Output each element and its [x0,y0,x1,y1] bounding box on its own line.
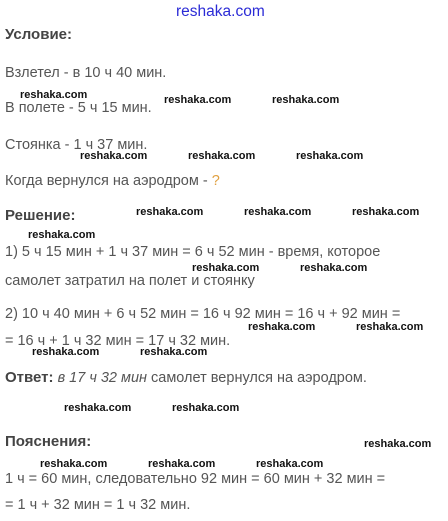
explanation-heading: Пояснения: [5,433,92,450]
watermark: reshaka.com [296,150,364,162]
answer-label: Ответ: [5,369,54,386]
answer-line [5,369,367,387]
watermark: reshaka.com [172,402,240,414]
watermark: reshaka.com [364,438,432,450]
explanation-line-1: 1 ч = 60 мин, следовательно 92 мин = 60 мин + 32 мин = [5,471,386,487]
explanation-line-2: = 1 ч + 32 мин = 1 ч 32 мин. [5,497,191,513]
watermark: reshaka.com [40,458,108,470]
watermark: reshaka.com [188,150,256,162]
watermark: reshaka.com [32,346,100,358]
answer-italic: в 17 ч 32 мин [57,370,147,386]
watermark: reshaka.com [140,346,208,358]
solution-line-2: самолет затратил на полет и стоянку [5,273,255,289]
condition-line-1: Взлетел - в 10 ч 40 мин. [5,65,167,81]
watermark: reshaka.com [80,150,148,162]
watermark: reshaka.com [28,229,96,241]
watermark: reshaka.com [256,458,324,470]
site-title[interactable]: reshaka.com [176,3,265,20]
watermark: reshaka.com [148,458,216,470]
condition-line-4 [5,172,220,190]
condition-heading: Условие: [5,26,73,43]
condition-line-3: Стоянка - 1 ч 37 мин. [5,137,148,153]
question-mark: ? [211,173,220,189]
watermark: reshaka.com [192,262,260,274]
watermark: reshaka.com [300,262,368,274]
watermark: reshaka.com [356,321,424,333]
solution-line-3: 2) 10 ч 40 мин + 6 ч 52 мин = 16 ч 92 мин = 16 ч + 92 мин = [5,306,401,322]
watermark: reshaka.com [352,206,420,218]
solution-line-1: 1) 5 ч 15 мин + 1 ч 37 мин = 6 ч 52 мин - время, которое [5,244,381,260]
watermark: reshaka.com [272,94,340,106]
watermark: reshaka.com [248,321,316,333]
watermark: reshaka.com [244,206,312,218]
watermark: reshaka.com [136,206,204,218]
solution-heading: Решение: [5,207,76,224]
condition-line-4-text: Когда вернулся на аэродром - [5,173,212,189]
watermark: reshaka.com [20,89,88,101]
solution-line-4: = 16 ч + 1 ч 32 мин = 17 ч 32 мин. [5,333,231,349]
watermark: reshaka.com [164,94,232,106]
answer-rest: самолет вернулся на аэродром. [147,370,367,386]
condition-line-2: В полете - 5 ч 15 мин. [5,100,152,116]
watermark: reshaka.com [64,402,132,414]
